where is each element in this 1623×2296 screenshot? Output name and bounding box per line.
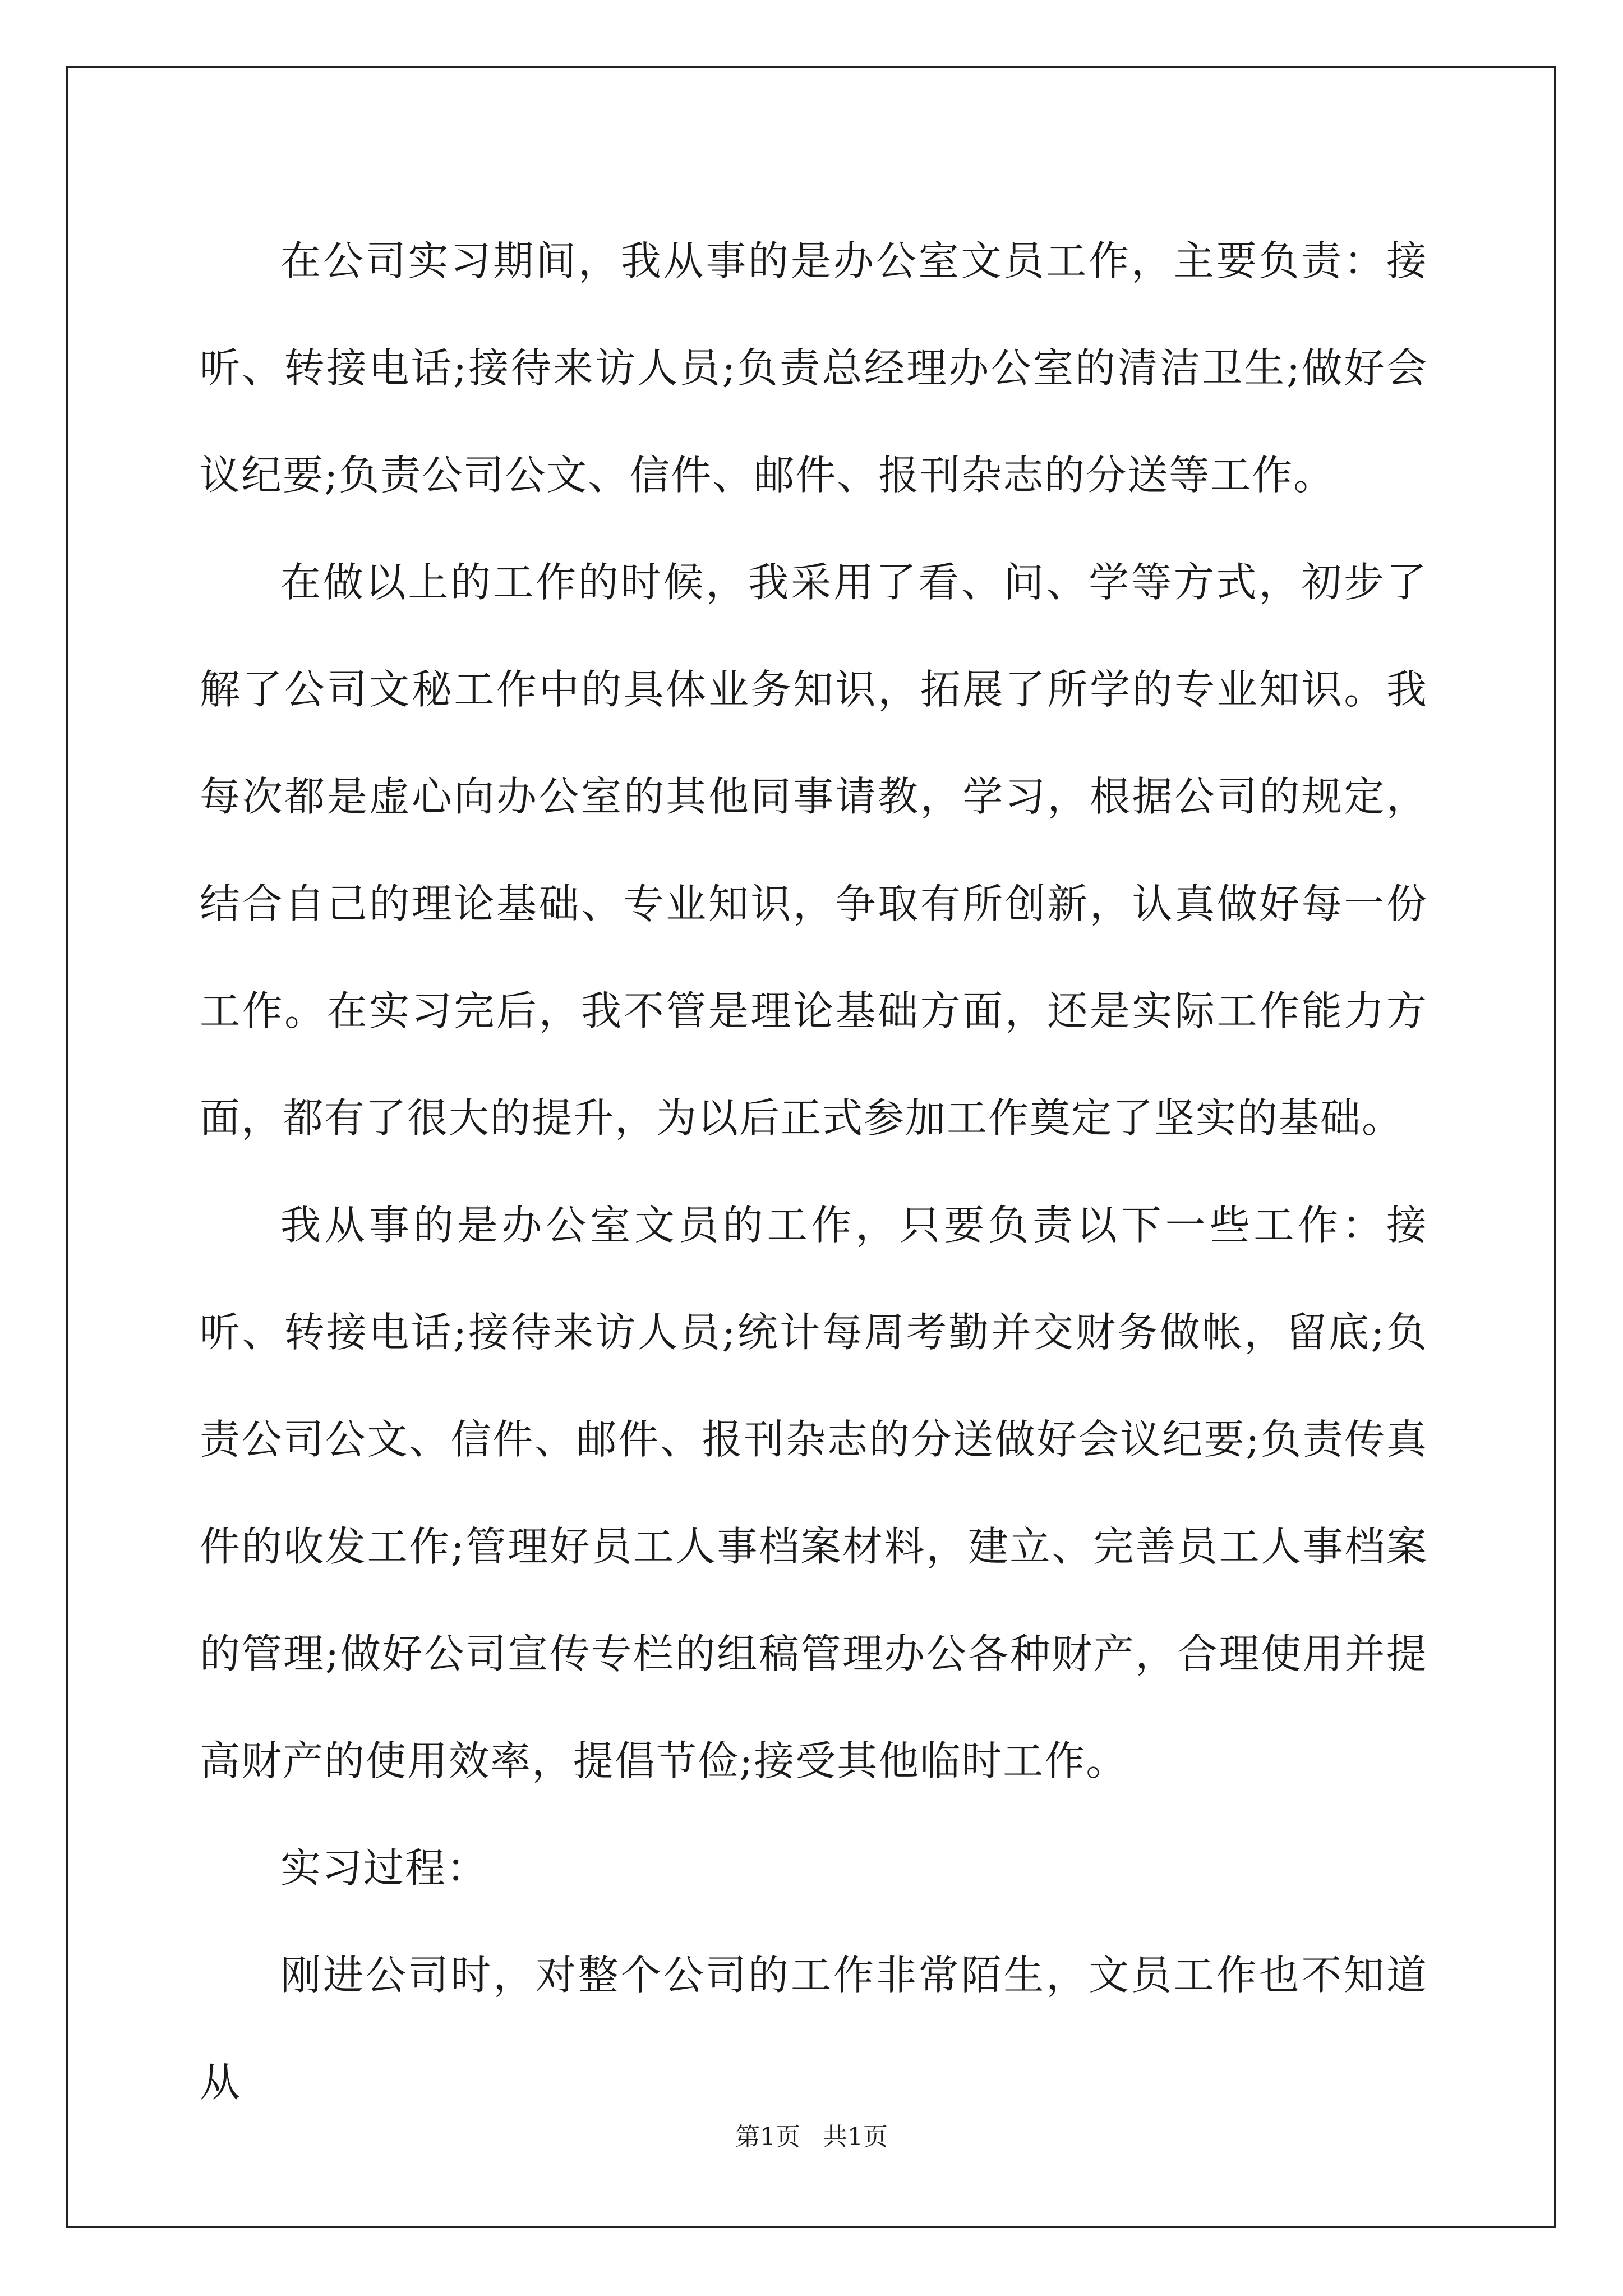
paragraph-3: 我从事的是办公室文员的工作，只要负责以下一些工作：接听、转接电话;接待来访人员;统计每周考勤并交财务做帐，留底;负责公司公文、信件、邮件、报刊杂志的分送做好会议纪要;负责传真件的收发工作;管理好员工人事档案材料，建立、完善员工人事档案的管理;做好公司宣传专栏的组稿管理办公各种财产，合理使用并提高财产的使用效率，提倡节俭;接受其他临时工作。	[200, 1202, 1428, 1784]
document-body	[200, 208, 1428, 2136]
page-number: 第1页	[735, 2123, 800, 2151]
paragraph-2: 在做以上的工作的时候，我采用了看、问、学等方式，初步了解了公司文秘工作中的具体业务知识，拓展了所学的专业知识。我每次都是虚心向办公室的其他同事请教，学习，根据公司的规定，结合自己的理论基础、专业知识，争取有所创新，认真做好每一份工作。在实习完后，我不管是理论基础方面，还是实际工作能力方面，都有了很大的提升，为以后正式参加工作奠定了坚实的基础。	[200, 559, 1428, 1142]
page-footer	[0, 2120, 1623, 2154]
paragraph-4: 实习过程：	[280, 1844, 488, 1892]
page-total: 共1页	[823, 2123, 888, 2151]
paragraph-5: 刚进公司时，对整个公司的工作非常陌生，文员工作也不知道从	[200, 1952, 1428, 2106]
paragraph-1: 在公司实习期间，我从事的是办公室文员工作，主要负责：接听、转接电话;接待来访人员;负责总经理办公室的清洁卫生;做好会议纪要;负责公司公文、信件、邮件、报刊杂志的分送等工作。	[200, 237, 1428, 499]
